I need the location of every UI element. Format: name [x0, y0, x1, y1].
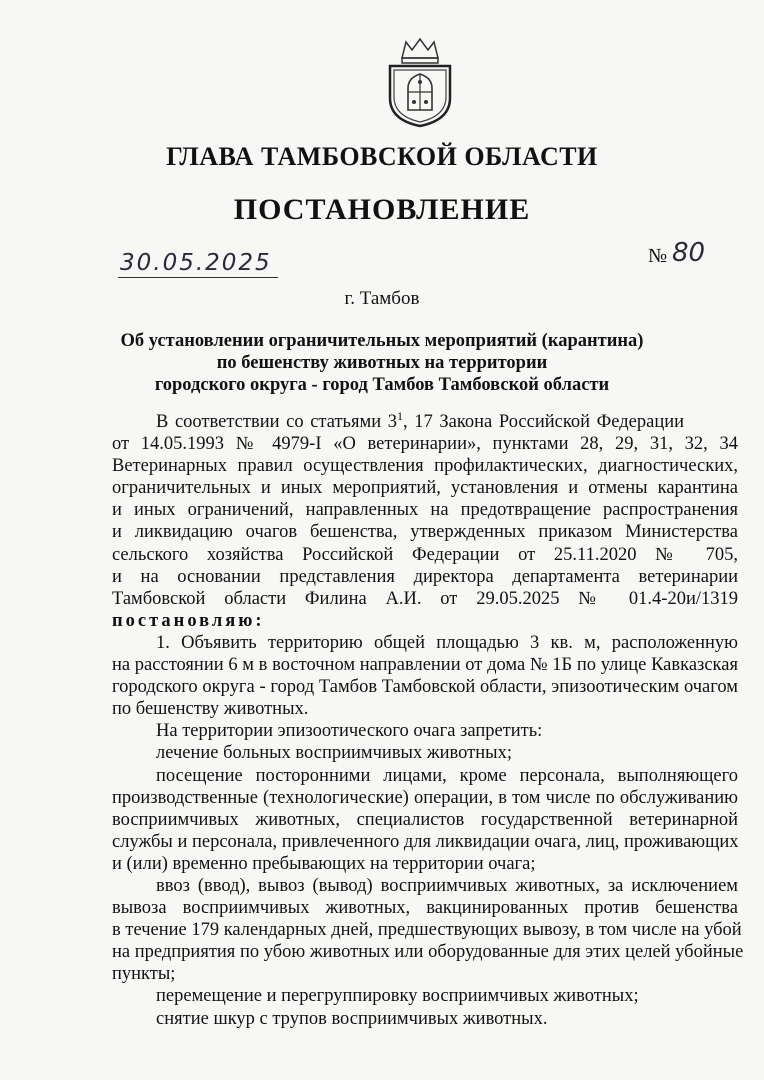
subject-line: городского округа - город Тамбов Тамбовской области [154, 375, 610, 395]
prohibit-transport-line: ввоз (ввод), вывоз (вывод) восприимчивых животных, за исключением [156, 875, 738, 896]
document-subject [0, 330, 764, 396]
subject-line: по бешенству животных на территории [216, 353, 548, 373]
decree-word: постановляю: [112, 610, 265, 631]
prohibit-transport-line: пункты; [112, 964, 176, 985]
preamble-line: Тамбовской области Филина А.И. от 29.05.2025 № 01.4-20и/1319 [112, 588, 738, 609]
preamble-line: ограничительных и иных мероприятий, установления и отмены карантина [112, 478, 738, 499]
preamble-text-end: , 17 Закона Российской Федерации [402, 412, 685, 432]
prohibit-transport-line: в течение 179 календарных дней, предшествующих вывозу, в том числе на убой [112, 920, 742, 941]
prohibit-visits-line: и (или) временно пребывающих на территории очага; [112, 853, 536, 874]
prohibit-visits-line: службы и персонала, привлеченного для ликвидации очага, лиц, проживающих [112, 831, 739, 852]
preamble-line: сельского хозяйства Российской Федерации от 25.11.2020 № 705, [112, 544, 738, 565]
prohibit-regroup: перемещение и перегруппировку восприимчивых животных; [156, 986, 639, 1007]
prohibit-skins: снятие шкур с трупов восприимчивых животных. [156, 1008, 548, 1029]
preamble-first-line [112, 408, 738, 433]
item1-line: по бешенству животных. [112, 699, 309, 720]
preamble-line: Ветеринарных правил осуществления профилактических, диагностических, [112, 456, 738, 477]
preamble-line: и на основании представления директора департамента ветеринарии [112, 566, 738, 587]
document-body [112, 408, 744, 1030]
prohibit-transport-line: на предприятия по убою животных или оборудованные для этих целей убойные [112, 942, 744, 963]
document-type-title: ПОСТАНОВЛЕНИЕ [233, 193, 531, 226]
prohibit-treatment: лечение больных восприимчивых животных; [156, 743, 512, 764]
item1-line: 1. Объявить территорию общей площадью 3 кв. м, расположенную [156, 632, 738, 653]
item1-line: городского округа - город Тамбов Тамбовской области, эпизоотическим очагом [112, 677, 738, 698]
preamble-text-start: В соответствии со статьями 3 [156, 412, 397, 432]
preamble-line: от 14.05.1993 № 4979-I «О ветеринарии», пунктами 28, 29, 31, 32, 34 [112, 434, 738, 455]
subject-line: Об установлении ограничительных мероприятий (карантина) [120, 331, 644, 351]
prohibit-visits-line: производственные (технологические) операции, в том числе по обслуживанию [112, 787, 738, 808]
organization-title: ГЛАВА ТАМБОВСКОЙ ОБЛАСТИ [166, 142, 598, 171]
document-city: г. Тамбов [344, 288, 420, 309]
preamble-line: и ликвидацию очагов бешенства, утвержденных приказом Министерства [112, 522, 738, 543]
preamble-line: и иных ограничений, направленных на предотвращение распространения [112, 500, 738, 521]
prohibit-transport-line: вывоза восприимчивых животных, вакцинированных против бешенства [112, 898, 738, 919]
document-number: 80 [672, 238, 706, 268]
tambov-coat-of-arms [380, 36, 460, 128]
document-date: 30.05.2025 [118, 250, 278, 278]
document-number-label: № [648, 245, 668, 267]
prohibit-visits-line: восприимчивых животных, специалистов государственной ветеринарной [112, 809, 738, 830]
article-superscript: 1 [396, 408, 403, 423]
prohibit-visits-line: посещение посторонними лицами, кроме персонала, выполняющего [156, 765, 738, 786]
item1-line: на расстоянии 6 м в восточном направлении от дома № 1Б по улице Кавказская [112, 655, 738, 676]
prohibit-intro: На территории эпизоотического очага запретить: [156, 721, 543, 742]
